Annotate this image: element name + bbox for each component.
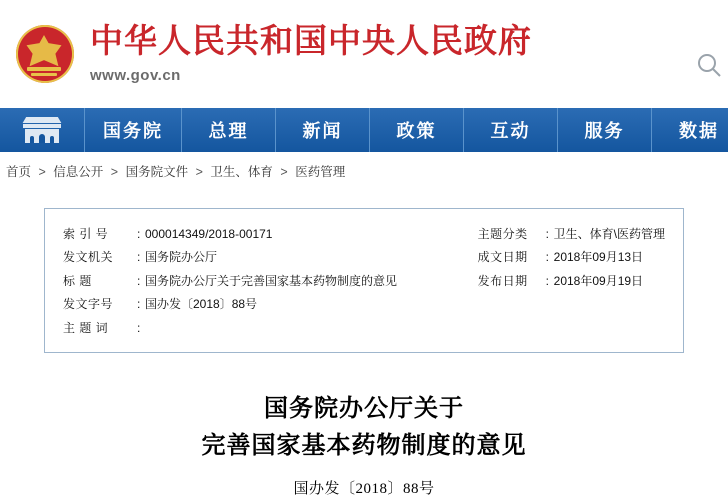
breadcrumb-separator: > [38,165,46,179]
meta-row-published-date [478,270,665,293]
breadcrumb [0,152,728,188]
meta-row-index-number [63,223,464,246]
nav-home-button[interactable] [0,108,85,152]
nav-item-zongli[interactable]: 总理 [182,108,276,152]
meta-column-right [464,223,665,340]
meta-colon: : [545,227,549,241]
breadcrumb-separator: > [110,165,119,179]
meta-value-document-number: 国办发〔2018〕88号 [145,297,258,312]
site-title: 中华人民共和国中央人民政府 [90,24,532,61]
breadcrumb-item-health-sports[interactable]: 卫生、体育 [210,165,273,179]
page-title-line2: 完善国家基本药物制度的意见 [201,433,527,460]
meta-colon: : [137,250,141,265]
main-navigation[interactable] [0,108,728,152]
breadcrumb-item-state-council-docs[interactable]: 国务院文件 [125,165,189,179]
nav-item-shuju[interactable]: 数据 [679,121,719,141]
site-title-block [90,24,532,83]
meta-column-left [63,223,464,340]
meta-colon: : [137,227,141,241]
meta-row-keywords [63,317,464,340]
meta-label-published-date: 发布日期 [477,273,528,288]
meta-value-drafted-date: 2018年09月13日 [553,250,644,265]
meta-value-title: 国务院办公厅关于完善国家基本药物制度的意见 [145,273,398,288]
meta-label-index-number: 索 引 号 [63,227,109,241]
document-number-line: 国办发〔2018〕88号 [293,481,435,498]
meta-label-document-number: 发文字号 [63,297,114,312]
meta-label-subject-category: 主题分类 [477,227,528,241]
meta-row-title [63,270,464,293]
meta-colon: : [137,297,141,312]
breadcrumb-separator: > [280,165,288,179]
breadcrumb-item-home[interactable]: 首页 [6,165,32,179]
site-header [0,0,728,108]
nav-item-fuwu[interactable]: 服务 [558,108,652,152]
meta-label-title: 标 题 [63,273,92,288]
page-title [44,391,684,465]
meta-value-index-number: 000014349/2018-00171 [145,227,273,241]
meta-row-drafted-date [478,246,665,269]
meta-label-keywords: 主 题 词 [63,320,109,335]
breadcrumb-separator: > [195,165,203,179]
meta-colon: : [137,273,141,288]
meta-value-subject-category: 卫生、体育\医药管理 [553,227,665,241]
meta-colon: : [137,320,141,335]
search-icon[interactable] [696,52,722,78]
meta-colon: : [545,273,549,288]
page-title-line1: 国务院办公厅关于 [264,395,464,422]
tiananmen-home-icon [20,117,64,143]
breadcrumb-item-info-disclosure[interactable]: 信息公开 [53,165,104,179]
site-url: www.gov.cn [90,66,181,84]
nav-item-guowuyuan[interactable]: 国务院 [85,108,182,152]
meta-row-issuing-agency [63,246,464,269]
meta-colon: : [545,250,549,265]
breadcrumb-item-pharma-admin[interactable]: 医药管理 [295,165,346,179]
meta-value-published-date: 2018年09月19日 [553,273,644,288]
meta-value-issuing-agency: 国务院办公厅 [145,250,218,265]
document-meta-box [44,208,684,353]
nav-item-hudong[interactable]: 互动 [464,108,558,152]
nav-item-xinwen[interactable]: 新闻 [276,108,370,152]
nav-item-zhengce[interactable]: 政策 [370,108,464,152]
national-emblem-icon [14,23,76,85]
meta-label-issuing-agency: 发文机关 [63,250,114,265]
meta-row-document-number [63,293,464,316]
document-body [0,208,728,498]
meta-row-subject-category [478,223,665,246]
meta-label-drafted-date: 成文日期 [477,250,528,265]
